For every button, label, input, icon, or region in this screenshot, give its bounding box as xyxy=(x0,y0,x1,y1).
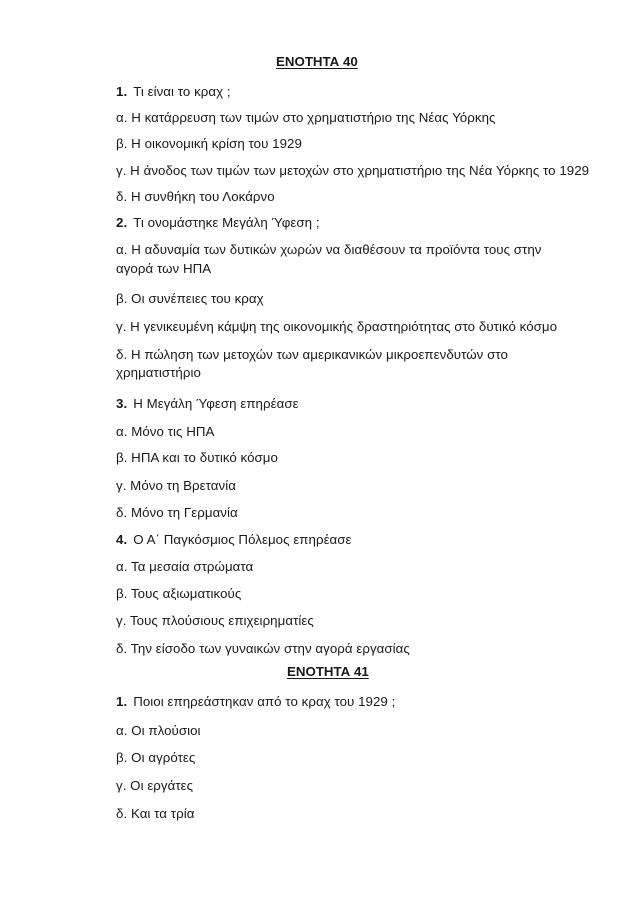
question-number: 4. xyxy=(116,532,128,547)
option-b: β. ΗΠΑ και το δυτικό κόσμο xyxy=(116,450,278,465)
option-a: α. Η κατάρρευση των τιμών στο χρηματιστήριο της Νέας Υόρκης xyxy=(116,110,496,125)
section-title-41: ΕΝΟΤΗΤΑ 41 xyxy=(287,664,369,679)
question-1 xyxy=(116,692,395,712)
question-2 xyxy=(116,213,320,233)
question-number: 2. xyxy=(116,215,128,230)
option-b: β. Η οικονομική κρίση του 1929 xyxy=(116,136,302,151)
question-number: 1. xyxy=(116,694,128,709)
option-c: γ. Η άνοδος των τιμών των μετοχών στο χρηματιστήριο της Νέα Υόρκης το 1929 xyxy=(116,163,590,178)
question-text: Η Μεγάλη Ύφεση επηρέασε xyxy=(133,396,299,411)
option-b: β. Οι συνέπειες του κραχ xyxy=(116,291,264,306)
option-b: β. Τους αξιωματικούς xyxy=(116,586,242,601)
section-title-40: ΕΝΟΤΗΤΑ 40 xyxy=(276,54,358,69)
question-text: Ποιοι επηρεάστηκαν από το κραχ του 1929 ; xyxy=(133,694,396,709)
option-a: α. Τα μεσαία στρώματα xyxy=(116,559,254,574)
option-d: δ. Και τα τρία xyxy=(116,806,195,821)
option-a: α. Οι πλούσιοι xyxy=(116,723,201,738)
question-text: Ο Α΄ Παγκόσμιος Πόλεμος επηρέασε xyxy=(133,532,352,547)
question-number: 3. xyxy=(116,396,128,411)
option-c: γ. Μόνο τη Βρετανία xyxy=(116,478,236,493)
question-3 xyxy=(116,394,299,414)
question-text: Τι ονομάστηκε Μεγάλη Ύφεση ; xyxy=(133,215,320,230)
option-b: β. Οι αγρότες xyxy=(116,750,196,765)
option-d-continued: χρηματιστήριο xyxy=(116,365,201,380)
question-text: Τι είναι το κραχ ; xyxy=(133,84,231,99)
option-c: γ. Οι εργάτες xyxy=(116,778,194,793)
option-a: α. Μόνο τις ΗΠΑ xyxy=(116,424,215,439)
option-d: δ. Η πώληση των μετοχών των αμερικανικών μικροεπενδυτών στο xyxy=(116,347,508,362)
option-c: γ. Τους πλούσιους επιχειρηματίες xyxy=(116,613,314,628)
question-1 xyxy=(116,82,231,102)
option-a-continued: αγορά των ΗΠΑ xyxy=(116,261,212,276)
question-number: 1. xyxy=(116,84,128,99)
option-d: δ. Την είσοδο των γυναικών στην αγορά εργασίας xyxy=(116,641,410,656)
option-d: δ. Μόνο τη Γερμανία xyxy=(116,505,238,520)
question-4 xyxy=(116,530,352,550)
option-d: δ. Η συνθήκη του Λοκάρνο xyxy=(116,189,275,204)
option-a: α. Η αδυναμία των δυτικών χωρών να διαθέσουν τα προϊόντα τους στην xyxy=(116,242,542,257)
option-c: γ. Η γενικευμένη κάμψη της οικονομικής δραστηριότητας στο δυτικό κόσμο xyxy=(116,319,558,334)
